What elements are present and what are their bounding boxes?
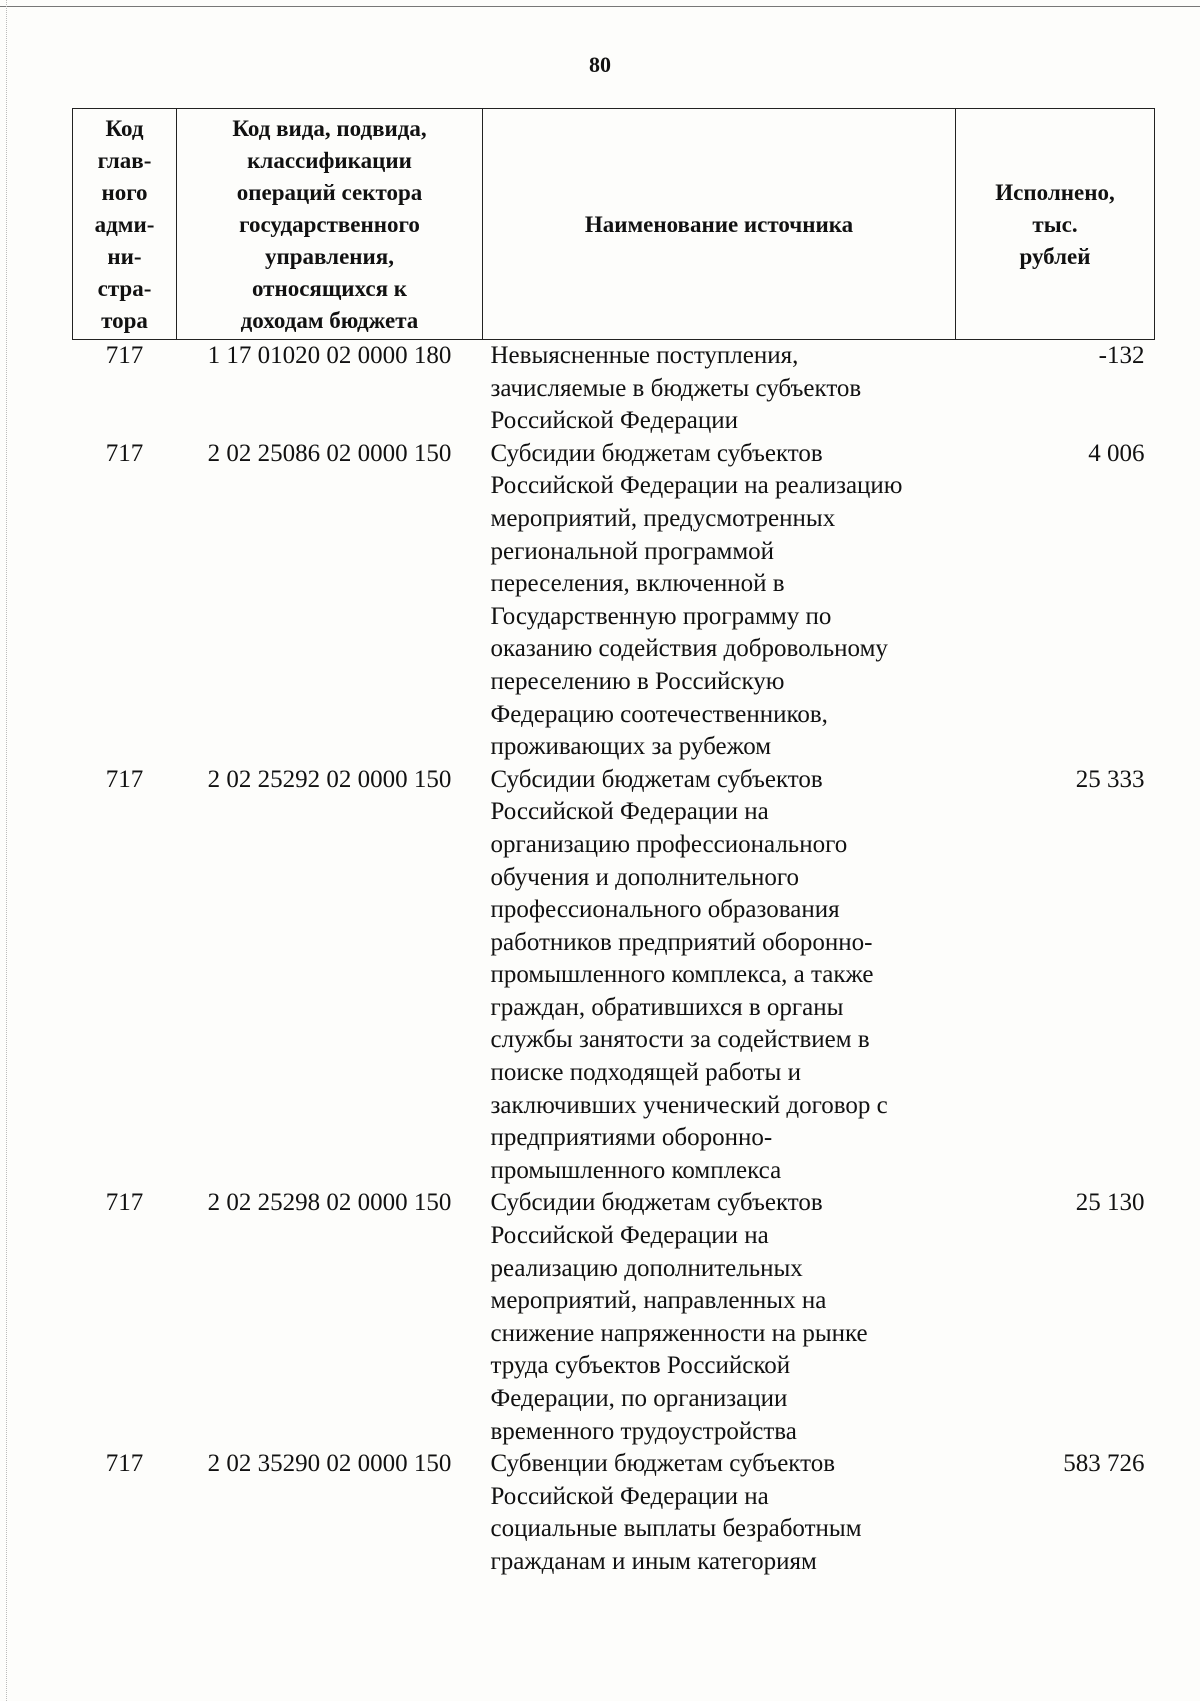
header-line: тора: [101, 308, 148, 333]
source-name-cell: [483, 1448, 956, 1578]
name-line: промышленного комплекса, а также: [490, 961, 874, 989]
header-line: Код: [105, 116, 144, 141]
amount-cell: 25 333: [1075, 765, 1145, 793]
name-line: промышленного комплекса: [490, 1156, 782, 1184]
name-line: зачисляемые в бюджеты субъектов: [490, 374, 862, 402]
name-line: Российской Федерации на: [490, 1222, 769, 1250]
source-name-cell: [483, 438, 956, 764]
name-line: Субсидии бюджетам субъектов: [490, 1189, 823, 1217]
amount-cell: -132: [1098, 342, 1145, 369]
header-line: классификации: [247, 148, 412, 173]
classification-code-cell: 2 02 25298 02 0000 150: [207, 1189, 452, 1217]
header-line: стра-: [97, 276, 152, 301]
name-line: Субсидии бюджетам субъектов: [490, 439, 823, 467]
source-name-cell: [483, 764, 956, 1188]
header-source-name: Наименование источника: [483, 109, 956, 340]
name-line: мероприятий, предусмотренных: [490, 504, 836, 532]
name-line: Российской Федерации на реализацию: [490, 472, 903, 500]
admin-code-cell: 717: [105, 1450, 144, 1478]
header-line: адми-: [94, 212, 155, 237]
amount-cell: 583 726: [1063, 1450, 1145, 1478]
header-line: рублей: [1019, 244, 1091, 269]
header-line: относящихся к: [251, 276, 408, 301]
table-header-row: [73, 109, 1155, 340]
name-line: заключивших ученический договор с: [490, 1091, 888, 1119]
name-line: службы занятости за содействием в: [490, 1026, 870, 1054]
classification-code-cell: 2 02 35290 02 0000 150: [207, 1450, 452, 1478]
name-line: проживающих за рубежом: [490, 733, 772, 761]
header-line: ного: [101, 180, 148, 205]
name-line: Государственную программу по: [490, 602, 832, 630]
name-line: Федерацию соотечественников,: [490, 700, 828, 728]
amount-cell: 25 130: [1075, 1189, 1145, 1217]
table-row: [73, 438, 1155, 764]
name-line: предприятиями оборонно-: [490, 1124, 773, 1152]
header-line: операций сектора: [236, 180, 423, 205]
name-line: социальные выплаты безработным: [490, 1515, 862, 1543]
admin-code-cell: 717: [105, 342, 144, 369]
header-line: управления,: [265, 244, 394, 269]
name-line: поиске подходящей работы и: [490, 1059, 801, 1087]
source-name-cell: [483, 1187, 956, 1448]
name-line: переселения, включенной в: [490, 570, 785, 598]
table-row: [73, 1187, 1155, 1448]
table-row: [73, 764, 1155, 1188]
name-line: гражданам и иным категориям: [490, 1547, 817, 1575]
source-name-cell: [483, 340, 956, 438]
header-kind-code: [177, 109, 483, 340]
name-line: мероприятий, направленных на: [490, 1287, 827, 1315]
admin-code-cell: 717: [105, 765, 144, 793]
name-line: граждан, обратившихся в органы: [490, 993, 844, 1021]
name-line: обучения и дополнительного: [490, 863, 799, 891]
name-line: Российской Федерации: [490, 407, 739, 435]
name-line: Федерации, по организации: [490, 1385, 788, 1412]
name-line: переселению в Российскую: [490, 667, 785, 695]
name-line: Российской Федерации на: [490, 798, 769, 826]
name-line: работников предприятий оборонно-: [490, 928, 873, 956]
table-row: [73, 1448, 1155, 1578]
header-line: государственного: [239, 212, 420, 237]
name-line: Невыясненные поступления,: [490, 342, 799, 369]
name-line: Российской Федерации на: [490, 1482, 769, 1510]
name-line: реализацию дополнительных: [490, 1254, 803, 1282]
name-line: профессионального образования: [490, 896, 840, 924]
name-line: Субсидии бюджетам субъектов: [490, 765, 823, 793]
name-line: оказанию содействия добровольному: [490, 635, 888, 663]
header-line: доходам бюджета: [240, 308, 419, 333]
table-row: [73, 340, 1155, 438]
header-admin-code: [73, 109, 177, 340]
revenue-sources-table: [72, 108, 1155, 1579]
header-line: тыс.: [1032, 212, 1078, 237]
header-line: глав-: [97, 148, 152, 173]
header-line: Исполнено,: [995, 180, 1115, 205]
page-edge-top: [0, 6, 1200, 7]
name-line: снижение напряженности на рынке: [490, 1319, 868, 1347]
header-line: Код вида, подвида,: [232, 116, 427, 141]
header-line: ни-: [107, 244, 142, 269]
name-line: региональной программой: [490, 537, 775, 565]
classification-code-cell: 2 02 25086 02 0000 150: [207, 439, 452, 467]
admin-code-cell: 717: [105, 439, 144, 467]
name-line: Субвенции бюджетам субъектов: [490, 1450, 836, 1478]
classification-code-cell: 2 02 25292 02 0000 150: [207, 765, 452, 793]
page-edge-left: [6, 0, 7, 1701]
classification-code-cell: 1 17 01020 02 0000 180: [207, 342, 452, 369]
name-line: труда субъектов Российской: [490, 1352, 791, 1380]
header-executed: [956, 109, 1155, 340]
name-line: временного трудоустройства: [490, 1417, 797, 1445]
page-number: 80: [589, 52, 611, 77]
admin-code-cell: 717: [105, 1189, 144, 1217]
name-line: организацию профессионального: [490, 830, 848, 858]
amount-cell: 4 006: [1088, 439, 1145, 467]
